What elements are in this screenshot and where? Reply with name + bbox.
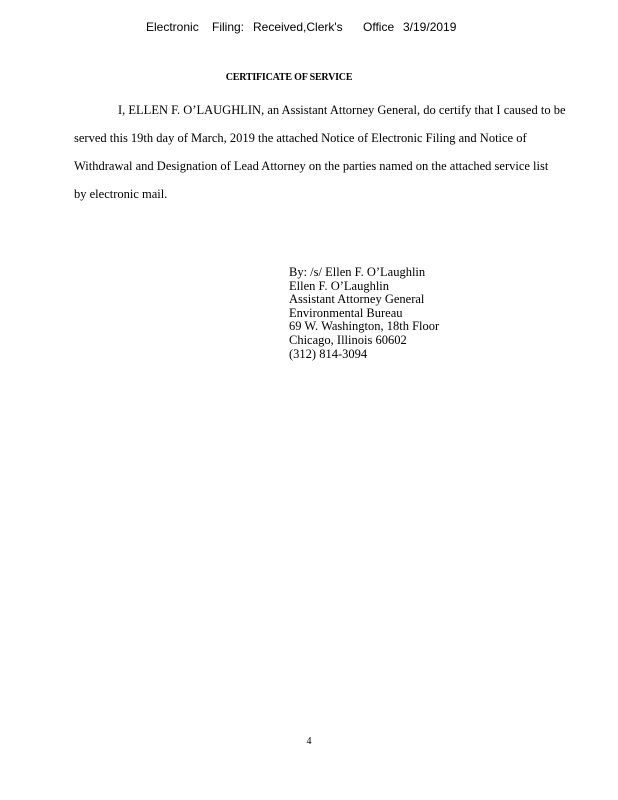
signature-by-line: By: /s/ Ellen F. O’Laughlin bbox=[289, 265, 426, 279]
signature-block bbox=[289, 266, 439, 361]
certificate-title: CERTIFICATE OF SERVICE bbox=[225, 72, 353, 83]
signature-phone: (312) 814-3094 bbox=[289, 346, 368, 361]
filing-stamp bbox=[0, 20, 618, 38]
page-number: 4 bbox=[306, 736, 312, 747]
stamp-word-electronic: Electronic bbox=[146, 20, 199, 34]
stamp-word-office: Office bbox=[363, 20, 395, 34]
signature-city: Chicago, Illinois 60602 bbox=[289, 332, 407, 347]
body-line-3: Withdrawal and Designation of Lead Attorney on the parties named on the attached service list bbox=[74, 159, 549, 173]
body-line-4: by electronic mail. bbox=[74, 187, 168, 201]
certificate-body bbox=[74, 96, 594, 208]
signature-name: Ellen F. O’Laughlin bbox=[289, 278, 390, 293]
stamp-date: 3/19/2019 bbox=[403, 20, 457, 34]
stamp-word-received: Received,Clerk's bbox=[253, 20, 343, 34]
signature-bureau: Environmental Bureau bbox=[289, 305, 403, 320]
signature-street: 69 W. Washington, 18th Floor bbox=[289, 319, 440, 334]
body-line-1: I, ELLEN F. O’LAUGHLIN, an Assistant Attorney General, do certify that I caused to be bbox=[118, 103, 566, 117]
stamp-word-filing: Filing: bbox=[212, 20, 245, 34]
body-line-2: served this 19th day of March, 2019 the attached Notice of Electronic Filing and Notice of bbox=[74, 131, 527, 145]
signature-role: Assistant Attorney General bbox=[289, 292, 425, 307]
